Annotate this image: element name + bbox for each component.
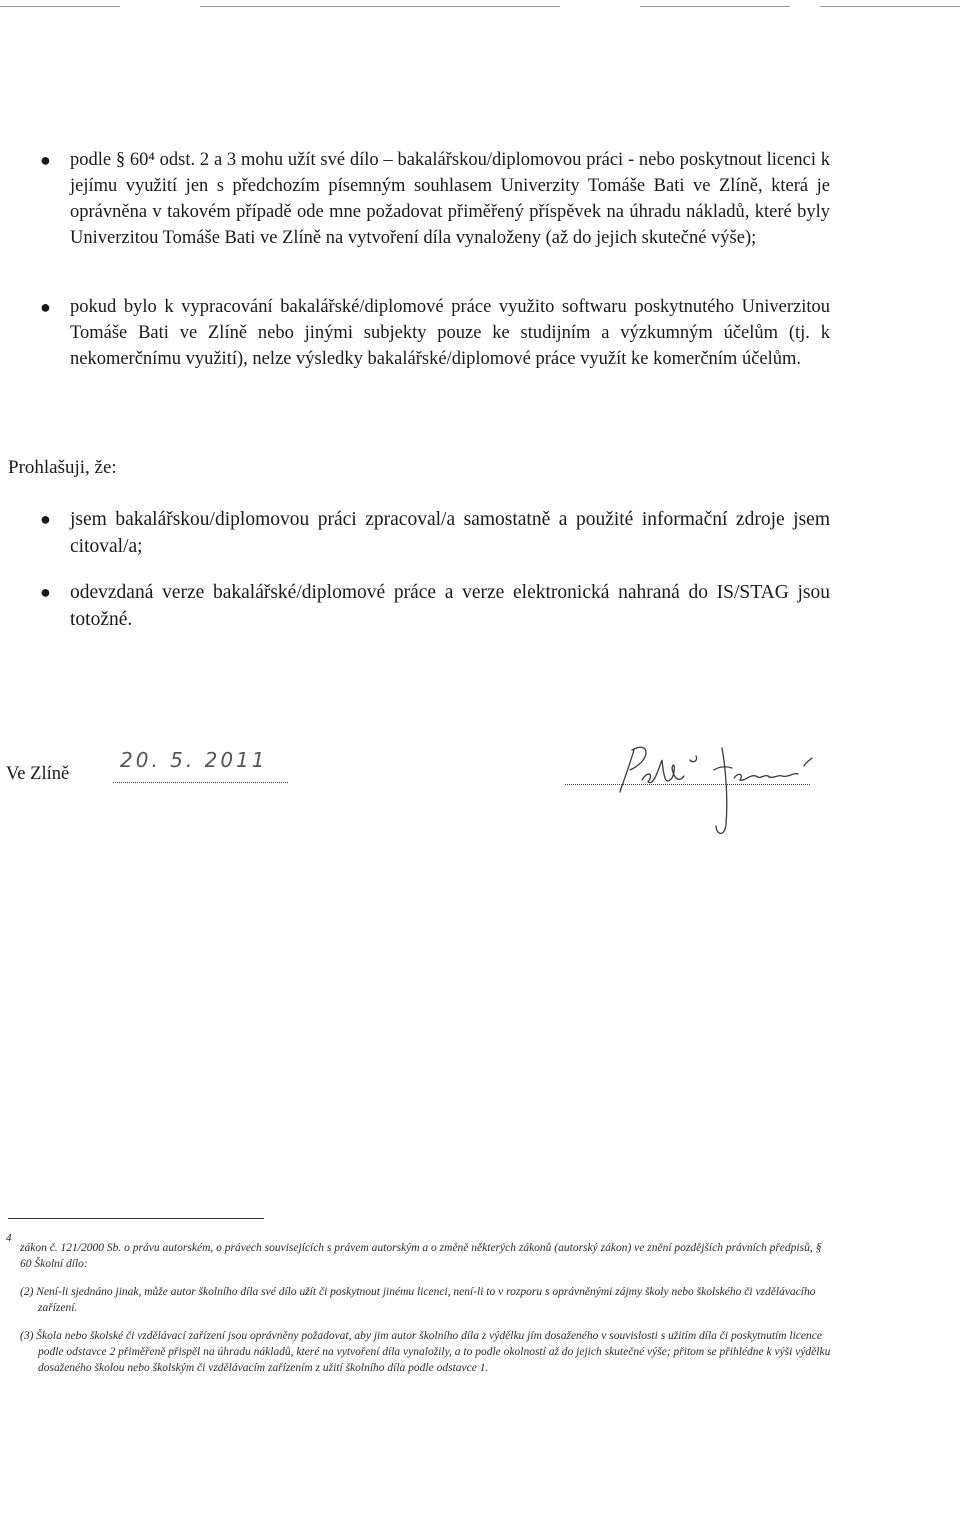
paragraph: jsem bakalářskou/diplomovou práci zpracoval/a samostatně a použité informační zdroje jsem citoval/a; (70, 509, 830, 557)
list-item (40, 506, 830, 560)
scan-line (0, 6, 120, 7)
bullet-icon: ● (40, 582, 51, 602)
paragraph: pokud bylo k vypracování bakalářské/diplomové práce využito softwaru poskytnutého Univerzitou Tomáše Bati ve Zlíně nebo jinými subjekty pouze ke studijním a výzkumným účelům (tj. k nekomerčnímu využití), nelze výsledky bakalářské/diplomové práce využít ke komerčním účelům. (70, 297, 830, 369)
paragraph: podle § 60⁴ odst. 2 a 3 mohu užít své dílo – bakalářskou/diplomovou práci - nebo poskytnout licenci k jejímu využití jen s předchozím písemným souhlasem Univerzity Tomáše Bati ve Zlíně, která je oprávněna v takovém případě ode mne požadovat přiměřený příspěvek na úhradu nákladů, které byly Univerzitou Tomáše Bati ve Zlíně na vytvoření díla vynaloženy (až do jejich skutečné výše); (70, 150, 830, 248)
bullet-icon: ● (40, 509, 51, 529)
list-item (40, 579, 830, 633)
scan-line (640, 6, 790, 7)
place-label: Ve Zlíně (6, 764, 70, 784)
list-item (40, 147, 830, 251)
footnote-marker: 4 (6, 1232, 12, 1244)
footnote-paragraph: (2) Není-li sjednáno jinak, může autor školního díla své dílo užít či poskytnout jinému licenci, není-li to v rozporu s oprávněnými zájmy školy nebo školského či vzdělávacího zařízení. (20, 1286, 816, 1314)
list-item (40, 294, 830, 372)
bullet-icon: ● (40, 150, 51, 170)
scan-line (200, 6, 560, 7)
bullet-icon: ● (40, 297, 51, 317)
footnote-rule (8, 1218, 264, 1219)
handwritten-date: 20. 5. 2011 (120, 748, 268, 772)
scan-line (820, 6, 960, 7)
signature (610, 730, 840, 845)
footnote-paragraph: (3) Škola nebo školské či vzdělávací zařízení jsou oprávněny požadovat, aby jim autor školního díla z výdělku jím dosaženého v souvislosti s užitím díla či poskytnutím licence podle odstavce 2 přiměřeně přispěl na úhradu nákladů, které na vytvoření díla vynaložily, a to podle okolností až do jejich skutečné výše; přitom se přihlédne k výši výdělku dosaženého školou nebo školským či vzdělávacím zařízením z užití školního díla podle odstavce 1. (20, 1330, 831, 1374)
section-heading: Prohlašuji, že: (8, 457, 117, 478)
paragraph: odevzdaná verze bakalářské/diplomové práce a verze elektronická nahraná do IS/STAG jsou totožné. (70, 582, 830, 630)
footnote-text: zákon č. 121/2000 Sb. o právu autorském, o právech souvisejících s právem autorským a o změně některých zákonů (autorský zákon) ve znění pozdějších právních předpisů, § 60 Školní dílo: (20, 1242, 822, 1270)
